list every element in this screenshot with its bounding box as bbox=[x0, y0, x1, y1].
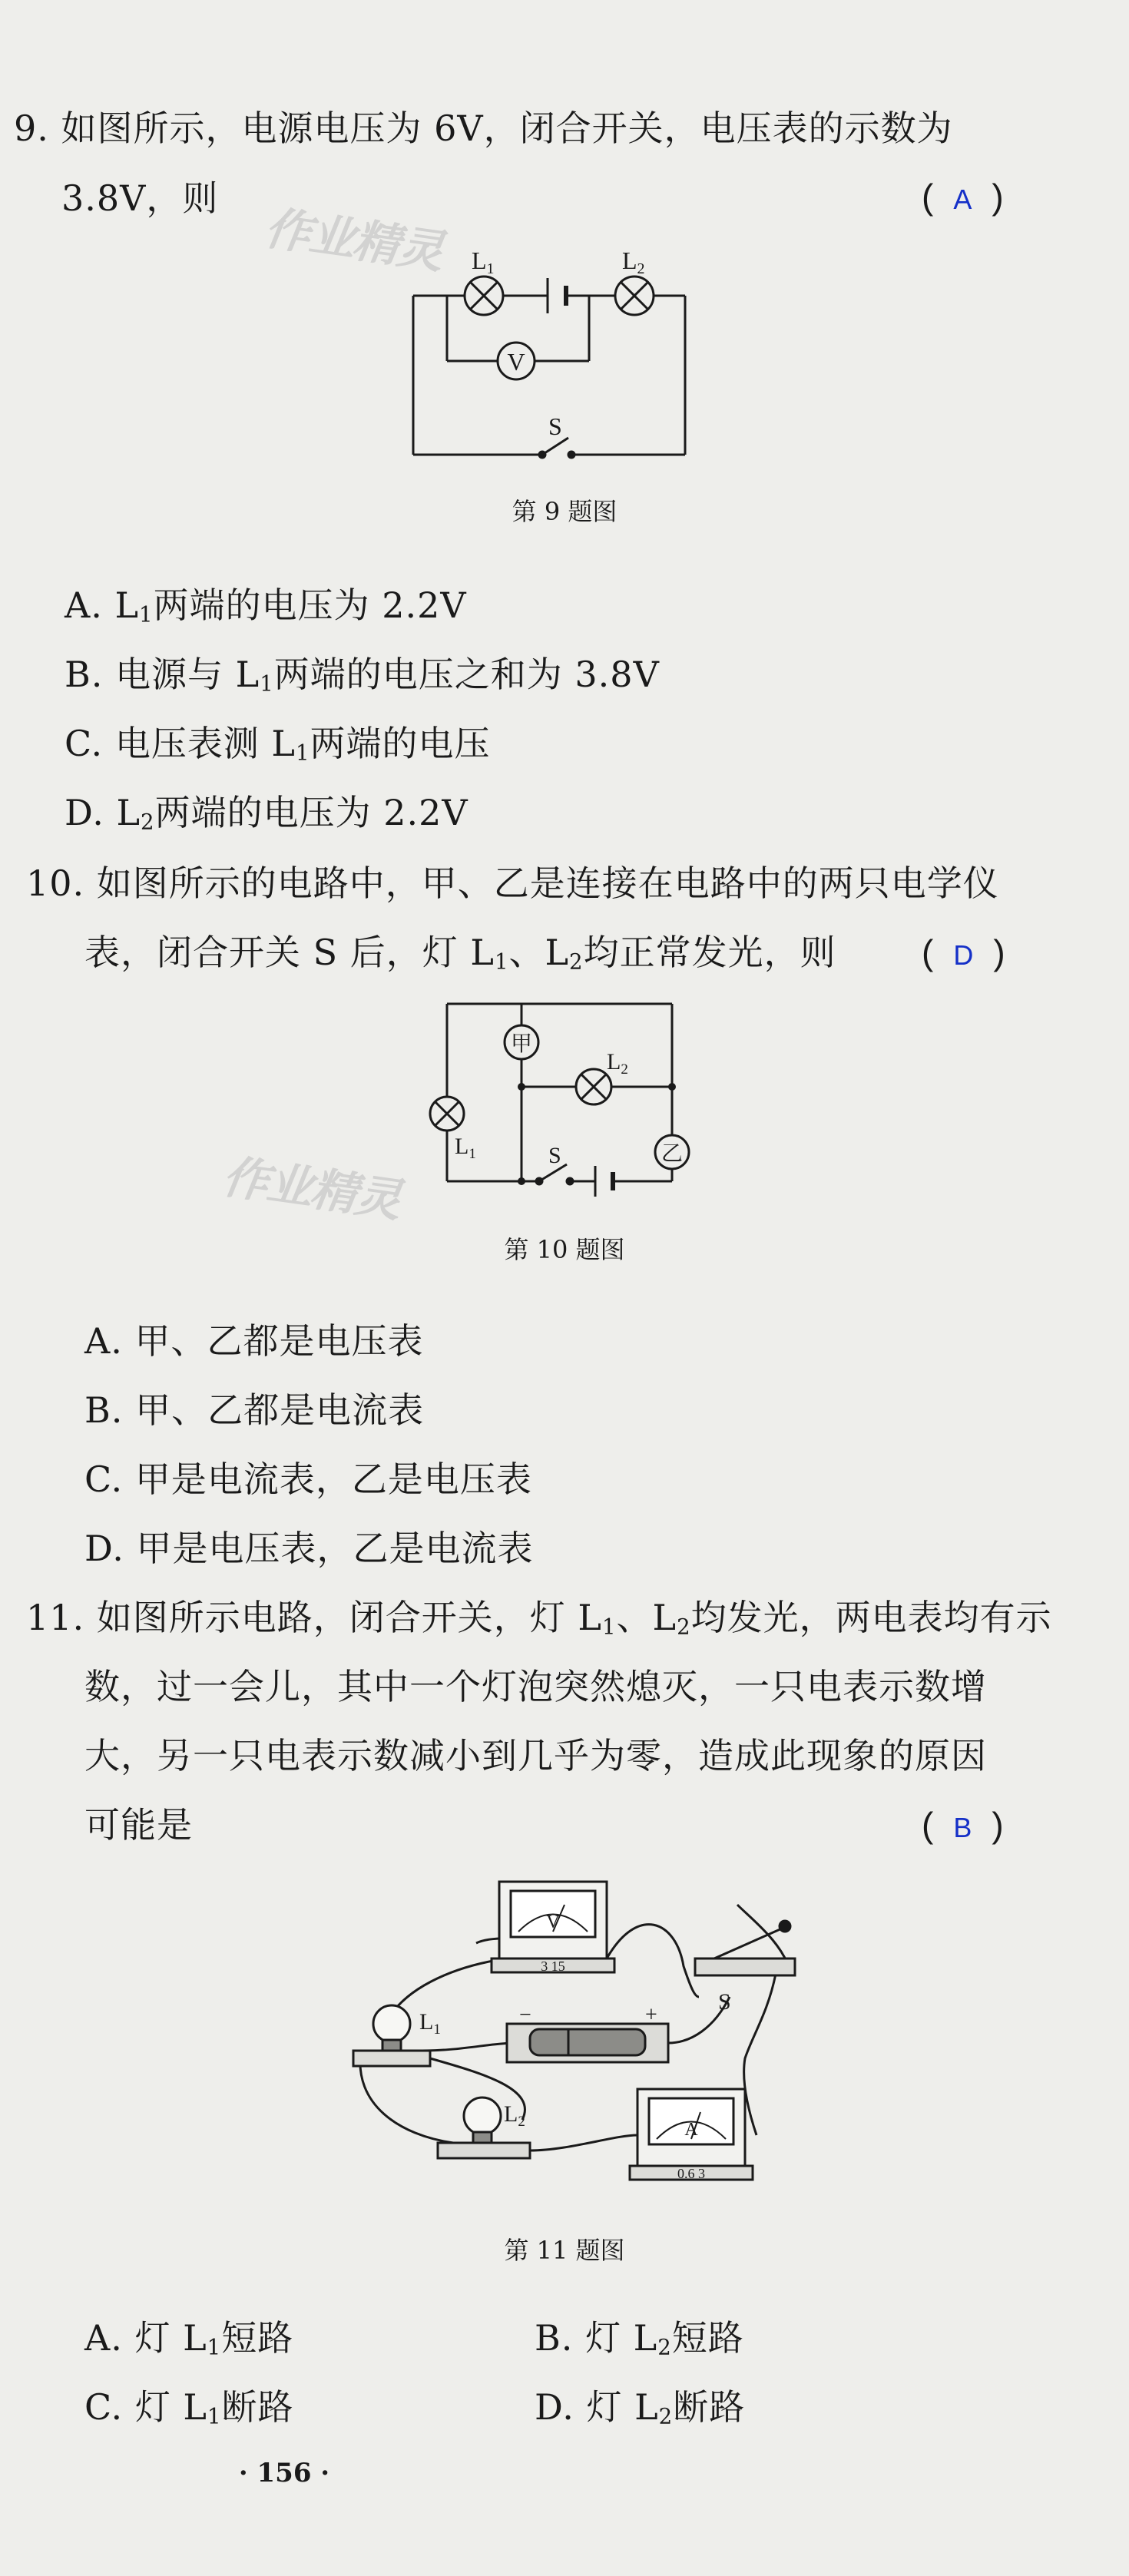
watermark: 作业精灵 bbox=[219, 1150, 404, 1228]
q10-lamp-l1 bbox=[430, 1097, 464, 1131]
q11-ammeter-scale: 0.6 3 bbox=[677, 2166, 705, 2181]
q11-option-b: B. 灯 $L_2$短路 bbox=[535, 2317, 744, 2360]
q10-meter-jia-label: 甲 bbox=[510, 1032, 533, 1056]
q11-option-a: A. 灯 $L_1$短路 bbox=[84, 2317, 294, 2360]
q10-option-d: D. 甲是电压表，乙是电流表 bbox=[84, 1528, 534, 1569]
q11-stem-line2: 数，过一会儿，其中一个灯泡突然熄灭，一只电表示数增 bbox=[84, 1666, 987, 1707]
q11-circuit-diagram bbox=[0, 1859, 1129, 2243]
q10-option-c: C. 甲是电流表，乙是电压表 bbox=[84, 1459, 532, 1500]
q11-switch-label: S bbox=[718, 1989, 731, 2015]
q11-battery-minus: − bbox=[519, 2003, 531, 2027]
q9-option-b: B. 电源与 $L_1$两端的电压之和为 3.8V bbox=[65, 654, 660, 697]
q10-stem-line2: 表，闭合开关 S 后，灯 $L_1$、$L_2$均正常发光，则 bbox=[84, 932, 836, 975]
q9-lamp-l1 bbox=[465, 276, 503, 315]
q11-answer: B bbox=[953, 1812, 972, 1843]
q10-option-a: A. 甲、乙都是电压表 bbox=[84, 1320, 424, 1362]
q9-lamp-l2 bbox=[615, 276, 654, 315]
page-number: · 156 · bbox=[238, 2458, 330, 2488]
q10-stem-line1: 10. 如图所示的电路中，甲、乙是连接在电路中的两只电学仪 bbox=[26, 863, 999, 904]
q11-l2-label: $L_2$ bbox=[504, 2101, 525, 2130]
q10-caption: 第 10 题图 bbox=[504, 1235, 625, 1264]
q9-battery bbox=[548, 278, 566, 313]
q11-battery bbox=[507, 2024, 668, 2062]
q10-battery bbox=[595, 1166, 613, 1197]
q11-stem-line1: 11. 如图所示电路，闭合开关，灯 $L_1$、$L_2$均发光，两电表均有示 bbox=[26, 1597, 1052, 1640]
q11-bulb-l1 bbox=[353, 2005, 430, 2066]
q11-caption: 第 11 题图 bbox=[504, 2236, 625, 2265]
q9-answer-bracket: ( A ) bbox=[922, 177, 1004, 217]
watermark: 作业精灵 bbox=[261, 201, 446, 280]
q9-option-d: D. $L_2$两端的电压为 2.2V bbox=[65, 792, 468, 835]
q10-l2-label: $L_2$ bbox=[607, 1049, 628, 1078]
q10-meter-yi-label: 乙 bbox=[661, 1142, 684, 1166]
q9-caption: 第 9 题图 bbox=[512, 497, 617, 526]
q10-option-b: B. 甲、乙都是电流表 bbox=[84, 1389, 425, 1431]
q10-answer: D bbox=[953, 939, 974, 971]
q11-voltmeter-scale: 3 15 bbox=[541, 1958, 565, 1974]
q10-l1-label: $L_1$ bbox=[455, 1134, 476, 1162]
q11-voltmeter-label: V bbox=[546, 1912, 560, 1932]
q11-answer-bracket: ( B ) bbox=[922, 1805, 1004, 1845]
q9-circuit-diagram bbox=[0, 0, 1129, 538]
q9-stem-line1: 9. 如图所示，电源电压为 6V，闭合开关，电压表的示数为 bbox=[14, 108, 953, 149]
q9-answer: A bbox=[953, 184, 972, 215]
q9-stem-line2: 3.8V，则 bbox=[61, 177, 219, 219]
q11-stem-line4: 可能是 bbox=[84, 1804, 193, 1846]
q9-l1-label: L1 bbox=[472, 247, 495, 277]
q11-option-c: C. 灯 $L_1$断路 bbox=[84, 2386, 294, 2429]
q9-l2-label: L2 bbox=[622, 247, 645, 277]
q9-switch bbox=[539, 438, 574, 458]
q11-stem-line3: 大，另一只电表示数减小到几乎为零，造成此现象的原因 bbox=[84, 1735, 987, 1776]
q10-answer-bracket: ( D ) bbox=[922, 932, 1005, 972]
q11-battery-plus: + bbox=[645, 2003, 657, 2027]
q11-ammeter-label: A bbox=[684, 2120, 698, 2140]
q11-option-d: D. 灯 $L_2$断路 bbox=[535, 2386, 746, 2429]
q9-voltmeter-label: V bbox=[507, 348, 525, 376]
q9-switch-label: S bbox=[548, 412, 562, 440]
q9-option-c: C. 电压表测 $L_1$两端的电压 bbox=[65, 723, 491, 766]
q9-option-a: A. $L_1$两端的电压为 2.2V bbox=[65, 584, 467, 627]
q11-l1-label: $L_1$ bbox=[419, 2009, 441, 2038]
q10-switch-label: S bbox=[548, 1143, 561, 1168]
